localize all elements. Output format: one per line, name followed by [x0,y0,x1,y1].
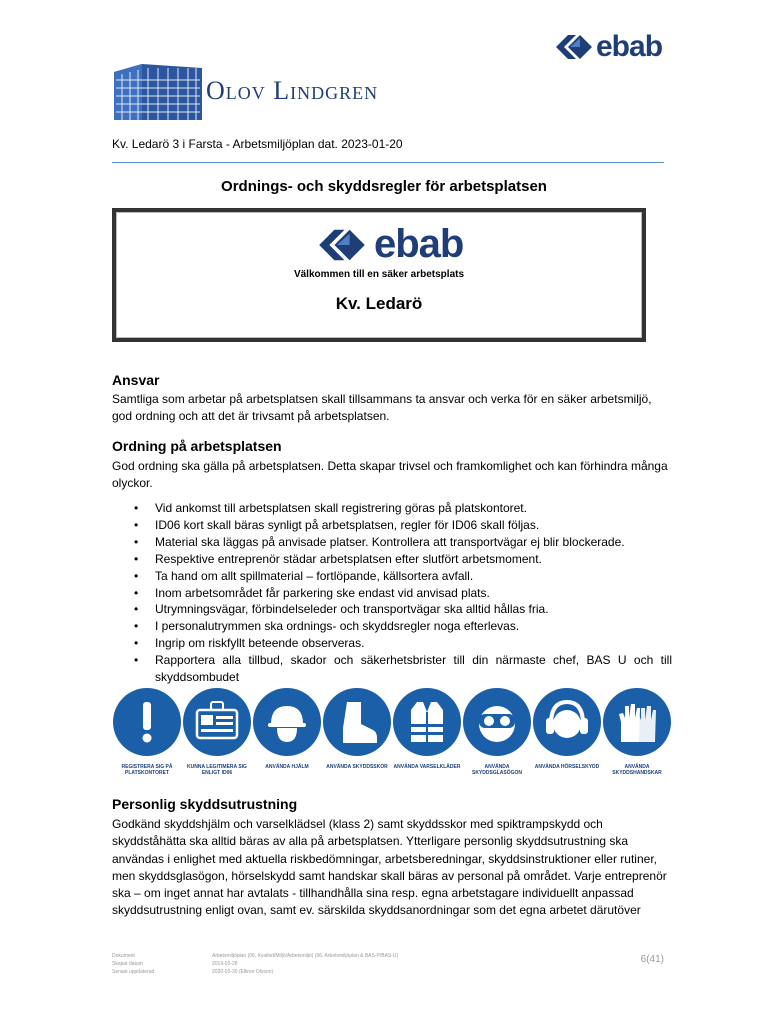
safety-sign [322,688,392,770]
safety-sign [462,688,532,776]
safety-sign-caption: ANVÄNDA VARSELKLÄDER [393,764,461,770]
company-name: Olov Lindgren [206,76,379,105]
document-subheading: Kv. Ledarö 3 i Farsta - Arbetsmiljöplan dat. 2023-01-20 [112,137,403,151]
sign-site-name: Kv. Ledarö [335,294,423,313]
safety-sign-caption: ANVÄNDA SKYDDSSKOR [326,764,388,770]
section-heading-ordning: Ordning på arbetsplatsen [112,438,282,454]
footer-label-document: Dokument [112,953,135,959]
safety-sign-caption: REGISTRERA SIG PÅ PLATSKONTORET [121,764,173,776]
list-item: • Ta hand om allt spillmaterial – fortlöpande, källsortera avfall. [112,568,672,585]
safety-sign [392,688,462,770]
sign-logo-text: ebab [374,222,464,266]
list-item: • Utrymningsvägar, förbindelseleder och transportvägar ska alltid hållas fria. [112,601,672,618]
exclamation-icon [113,688,181,756]
list-item: • ID06 kort skall bäras synligt på arbetsplatsen, regler för ID06 skall följas. [112,517,672,534]
list-item: • I personalutrymmen ska ordnings- och skyddsregler noga efterlevas. [112,618,672,635]
page-number: 6(41) [640,954,664,965]
footer-values [212,952,398,976]
section-text-ansvar: Samtliga som arbetar på arbetsplatsen skall tillsammans ta ansvar och verka för en säker arbetsmiljö, god ordning och att det är trivsamt på arbetsplatsen. [112,392,652,423]
safety-sign [182,688,252,776]
list-item: • Ingrip om riskfyllt beteende observeras. [112,635,672,652]
section-text-ordning: God ordning ska gälla på arbetsplatsen. Detta skapar trivsel och framkomlighet och kan förhindra många olyckor. [112,459,668,490]
section-text-skydd: Godkänd skyddshjälm och varselklädsel (klass 2) samt skyddsskor med spiktrampskydd och skyddståhätta ska alltid bäras av alla på arbetsplatsen. Ytterligare personlig skyddsutrustning ska användas i enlighet med aktuella riskbedömningar, arbetsberedningar, skyddsinstruktioner eller rutiner, men skyddsglasögon, hörselskydd samt handskar skall bäras av personal på området. Varje entreprenör ska – om inget annat har avtalats - tillhandhålla sina resp. egna arbetstagare individuellt anpassad skyddsutrustning enligt ovan, samt ev. särskilda skyddsanordningar som det egna arbetet därutöver [112,817,667,918]
footer-value-document: Arbetsmiljöplan (06. Kvalitet/Miljö/Arbetsmiljö) (06. Arbetsmiljöplan & BAS-P/BAS-U) [212,953,399,959]
ebab-mark-icon [556,32,592,62]
ear-protection-icon [533,688,601,756]
rules-list [112,500,672,686]
footer-label-updated: Senast uppdaterad [112,969,155,975]
header-divider [112,162,664,163]
sign-welcome-text: Välkommen till en säker arbetsplats [293,269,465,280]
section-heading-skydd: Personlig skyddsutrustning [112,796,298,812]
footer-labels [112,952,154,976]
safety-sign [252,688,322,770]
list-item: • Respektive entreprenör städar arbetsplatsen efter slutfört arbetsmoment. [112,551,672,568]
safety-sign-caption: ANVÄNDA SKYDDSHANDSKAR [612,764,662,776]
ebab-mark-icon [316,226,368,264]
list-item: • Inom arbetsområdet får parkering ske endast vid anvisad plats. [112,585,672,602]
safety-sign [602,688,672,776]
page-footer [112,952,672,992]
list-item: • Vid ankomst till arbetsplatsen skall registrering göras på platskontoret. [112,500,672,517]
section-heading-ansvar: Ansvar [112,372,160,388]
safety-sign [532,688,602,770]
ebab-logo-text: ebab [596,30,663,63]
footer-label-created: Skapat datum [112,961,143,967]
safety-sign-caption: ANVÄNDA HJÄLM [265,764,309,770]
building-icon [112,58,204,122]
ebab-logo [556,30,668,64]
safety-sign-caption: KUNNA LEGITIMERA SIG ENLIGT ID06 [187,764,247,776]
vest-icon [393,688,461,756]
id-card-icon [183,688,251,756]
safety-sign-caption: ANVÄNDA SKYDDSGLASÖGON [471,764,522,776]
safety-sign [112,688,182,776]
list-item: • Material ska läggas på anvisade platser. Kontrollera att transportvägar ej blir blockerade. [112,534,672,551]
gloves-icon [603,688,671,756]
goggles-icon [463,688,531,756]
list-item: • Rapportera alla tillbud, skador och säkerhetsbrister till din närmaste chef, BAS U och till skyddsombudet [112,652,672,686]
helmet-icon [253,688,321,756]
footer-value-created: 2019-03-28 [212,961,238,967]
page-title: Ordnings- och skyddsregler för arbetsplatsen [221,178,547,195]
footer-value-updated: 2020-03-30 (Ellinor Olsson) [212,969,274,975]
olov-lindgren-logo [112,58,412,122]
sign-ebab-logo [316,222,463,267]
safety-sign-caption: ANVÄNDA HÖRSELSKYDD [534,764,600,770]
welcome-sign [112,208,646,342]
safety-signs-row [112,688,672,784]
boot-icon [323,688,391,756]
